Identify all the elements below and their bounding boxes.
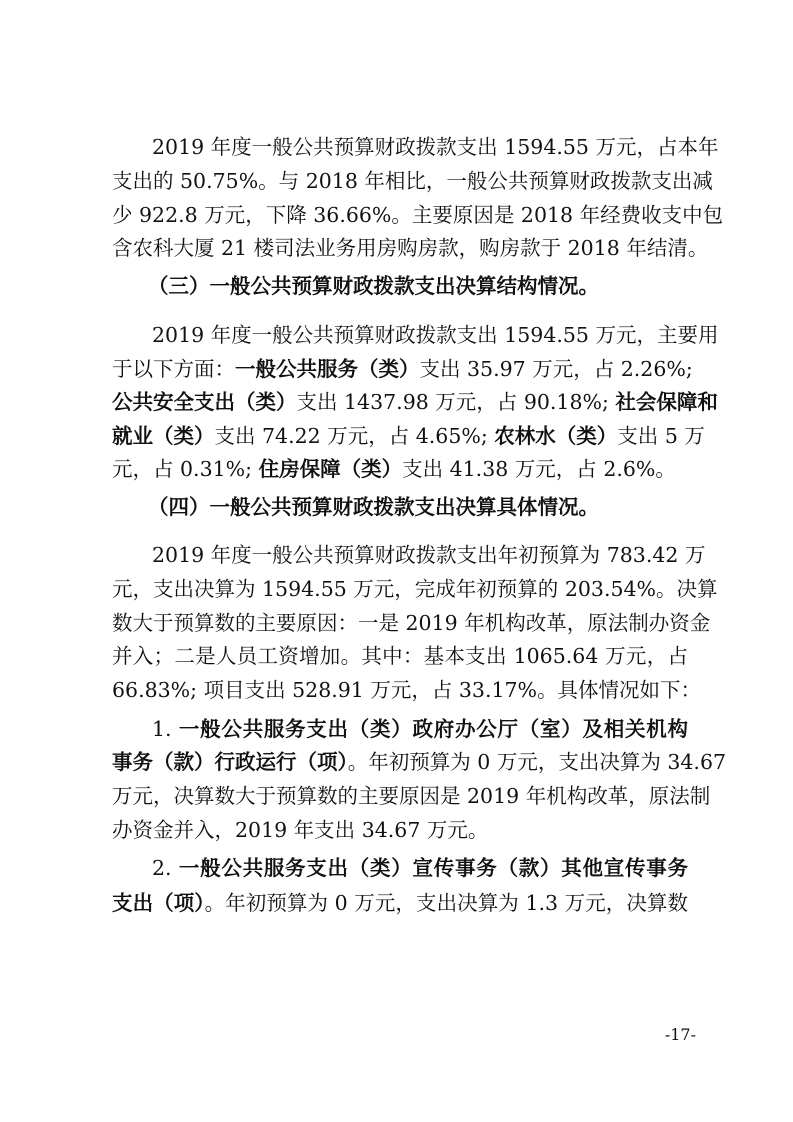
text-span: 1. (152, 717, 179, 741)
bold-text: 一般公共服务支出（类）政府办公厅（室）及相关机构 (178, 717, 689, 741)
bold-text: 一般公共服务支出（类）宣传事务（款）其他宣传事务 (178, 856, 689, 880)
text-span: 66.83%; 项目支出 528.91 万元，占 33.17%。具体情况如下： (112, 678, 702, 702)
text-span: 2. (152, 856, 179, 880)
text-span: 支出 1437.98 万元，占 90.18%; (296, 390, 616, 414)
text-line (152, 318, 719, 352)
text-span: 支出 41.38 万元，占 2.6%。 (402, 457, 676, 481)
text-span: 元，占 0.31%; (112, 457, 259, 481)
bold-text: 农林水（类） (494, 424, 618, 448)
text-line (112, 572, 718, 606)
text-line (112, 745, 727, 779)
text-span: 万元，决算数大于预算数的主要原因是 2019 年机构改革，原法制 (112, 784, 711, 808)
bold-text: 一般公共服务（类） (235, 357, 420, 381)
text-line (112, 673, 702, 707)
text-line (152, 538, 706, 572)
text-span: 2019 年度一般公共预算财政拨款支出年初预算为 783.42 万 (152, 543, 706, 567)
text-line (148, 490, 688, 524)
text-span: 办资金并入，2019 年支出 34.67 万元。 (112, 818, 489, 842)
text-line (112, 231, 709, 265)
text-line (112, 385, 718, 419)
bold-text: 支出（项） (112, 891, 205, 915)
text-line (112, 639, 688, 673)
bold-text: 社会保障和 (615, 390, 718, 414)
text-span: 含农科大厦 21 楼司法业务用房购房款，购房款于 2018 年结清。 (112, 236, 709, 260)
text-line (112, 886, 688, 920)
text-span: 。年初预算为 0 万元，支出决算为 1.3 万元，决算数 (204, 891, 689, 915)
text-line (152, 851, 688, 885)
text-line (112, 779, 711, 813)
bold-text: （三）一般公共预算财政拨款支出决算结构情况。 (148, 274, 599, 298)
text-line (148, 269, 688, 303)
text-span: 支出 35.97 万元，占 2.26%; (419, 357, 693, 381)
text-line (112, 419, 705, 453)
text-line (112, 813, 688, 847)
text-span: 少 922.8 万元，下降 36.66%。主要原因是 2018 年经费收支中包 (112, 203, 724, 227)
text-line (152, 130, 719, 164)
text-line (152, 712, 688, 746)
text-line (112, 606, 711, 640)
text-span: 支出 5 万 (617, 424, 705, 448)
text-line (112, 198, 724, 232)
bold-text: 就业（类） (112, 424, 215, 448)
text-span: 。年初预算为 0 万元，支出决算为 34.67 (347, 750, 727, 774)
bold-text: 公共安全支出（类） (112, 390, 297, 414)
text-line (112, 452, 688, 486)
text-span: 2019 年度一般公共预算财政拨款支出 1594.55 万元，主要用 (152, 323, 719, 347)
text-span: 支出的 50.75%。与 2018 年相比，一般公共预算财政拨款支出减 (112, 169, 713, 193)
bold-text: 事务（款）行政运行（项） (112, 750, 348, 774)
text-span: 数大于预算数的主要原因：一是 2019 年机构改革，原法制办资金 (112, 611, 711, 635)
text-span: 并入；二是人员工资增加。其中：基本支出 1065.64 万元，占 (112, 644, 688, 668)
text-line (112, 164, 713, 198)
text-span: 2019 年度一般公共预算财政拨款支出 1594.55 万元，占本年 (152, 135, 719, 159)
text-span: 于以下方面： (112, 357, 235, 381)
text-span: 支出 74.22 万元，占 4.65%; (214, 424, 495, 448)
page-number: -17- (664, 1025, 696, 1044)
text-span: 元，支出决算为 1594.55 万元，完成年初预算的 203.54%。决算 (112, 577, 718, 601)
bold-text: 住房保障（类） (258, 457, 403, 481)
bold-text: （四）一般公共预算财政拨款支出决算具体情况。 (148, 495, 599, 519)
text-line (112, 352, 693, 386)
